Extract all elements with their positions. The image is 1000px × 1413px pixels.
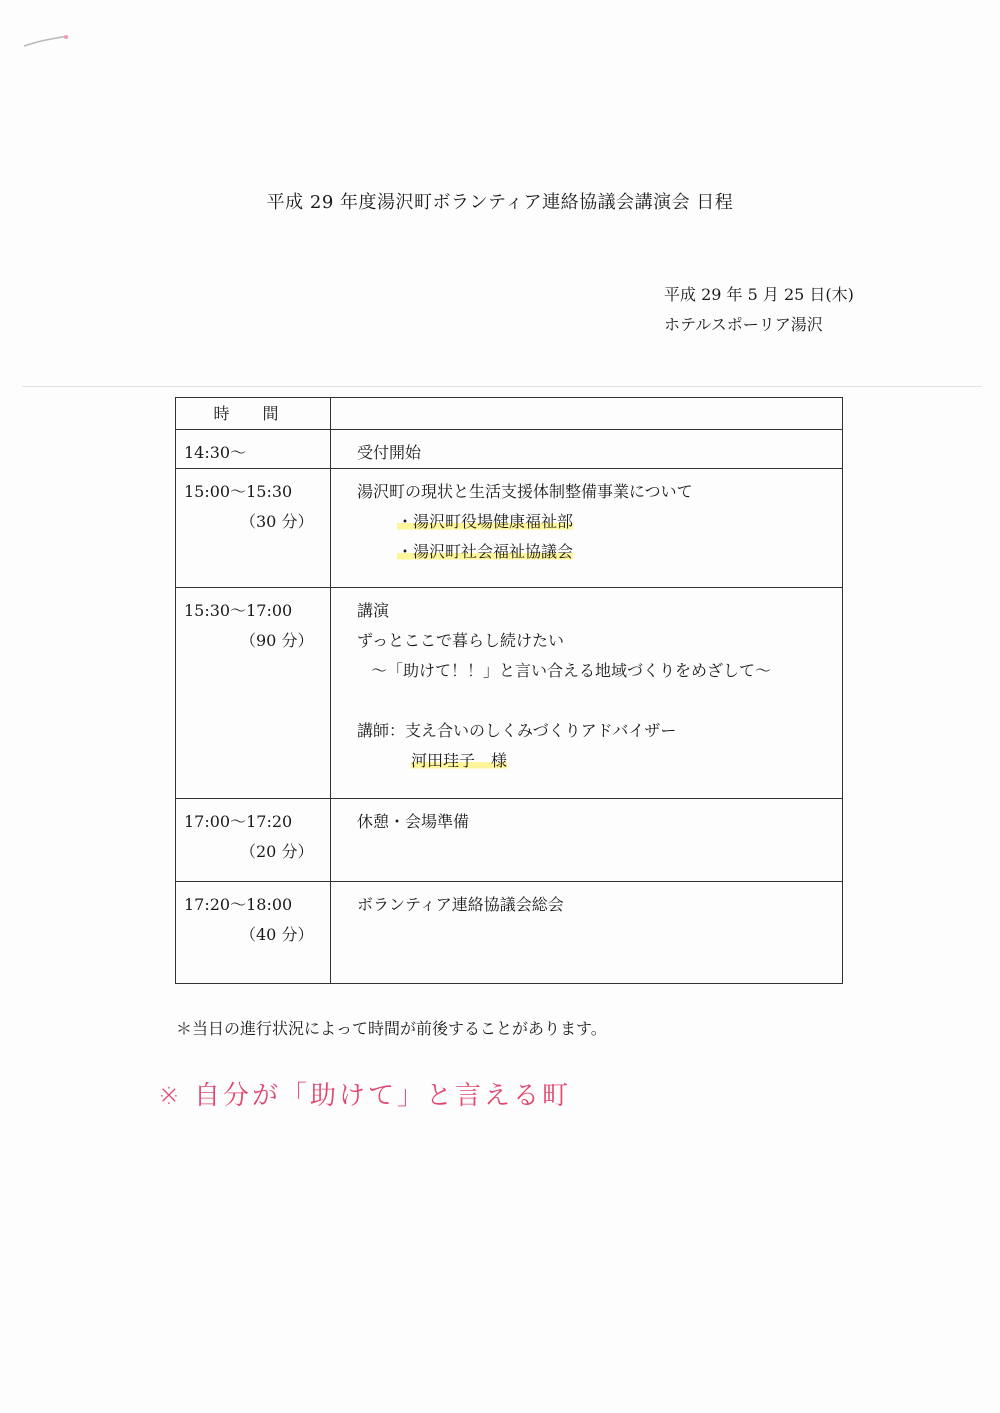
row-line: 講師：支え合いのしくみづくりアドバイザー: [357, 721, 677, 740]
event-meta: [664, 280, 854, 340]
highlighted-line: 河田珪子 様: [411, 751, 508, 770]
highlighted-line: ・湯沢町役場健康福祉部: [397, 512, 574, 531]
table-row: [176, 882, 843, 984]
highlighted-line: ・湯沢町社会福祉協議会: [397, 542, 574, 561]
event-venue: ホテルスポーリア湯沢: [664, 315, 823, 334]
row-line: ～「助けて！！」と言い合える地域づくりをめざして～: [371, 661, 772, 680]
row-line: ずっとここで暮らし続けたい: [357, 631, 565, 650]
row-line: 受付開始: [357, 443, 422, 462]
row-line: 休憩・会場準備: [357, 812, 470, 831]
schedule-table: [175, 397, 843, 984]
row-time: 15:30～17:00: [184, 601, 293, 620]
row-time: 17:20～18:00: [184, 895, 293, 914]
table-row: [176, 469, 843, 588]
row-duration: （40 分）: [240, 925, 314, 944]
row-line: ボランティア連絡協議会総会: [357, 895, 564, 914]
row-line: 湯沢町の現状と生活支援体制整備事業について: [357, 482, 693, 501]
row-time: 15:00～15:30: [184, 482, 293, 501]
row-duration: （90 分）: [240, 631, 314, 650]
fold-line: [22, 386, 982, 387]
header-content: [331, 398, 843, 430]
pen-mark-icon: [22, 32, 72, 50]
table-row: [176, 430, 843, 469]
row-duration: （30 分）: [240, 512, 314, 531]
footnote: ＊当日の進行状況によって時間が前後することがあります。: [176, 1019, 607, 1038]
event-date: 平成 29 年 5 月 25 日(木): [664, 285, 854, 304]
header-time: 時 間: [176, 398, 331, 430]
row-duration: （20 分）: [240, 842, 314, 861]
table-header-row: [176, 398, 843, 430]
table-row: [176, 799, 843, 882]
handwritten-note: ※ 自分が「助けて」と言える町: [158, 1081, 572, 1111]
row-time: 17:00～17:20: [184, 812, 293, 831]
row-time: 14:30～: [184, 443, 247, 462]
page-title: 平成 29 年度湯沢町ボランティア連絡協議会講演会 日程: [266, 192, 734, 213]
row-line: 講演: [357, 601, 390, 620]
table-row: [176, 588, 843, 799]
